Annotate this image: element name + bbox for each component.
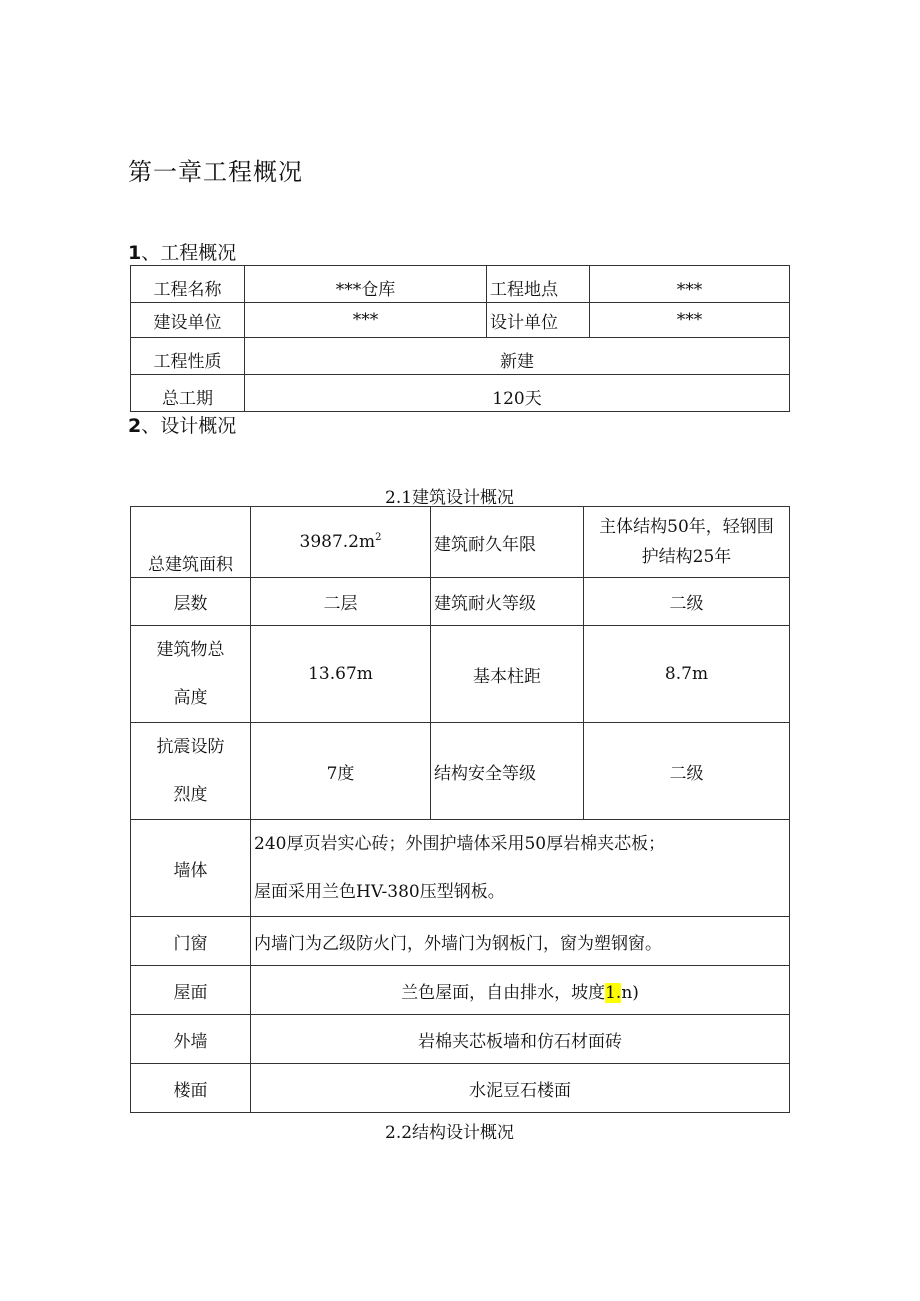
wall-label: 墙体 — [131, 820, 251, 917]
table-row — [131, 338, 790, 375]
safety-grade-label: 结构安全等级 — [431, 723, 584, 820]
durability-label: 建筑耐久年限 — [431, 507, 584, 578]
seismic-intensity-value: 7度 — [251, 723, 431, 820]
roof-value-text: 兰色屋面，自由排水，坡度 — [401, 982, 606, 1003]
fire-rating-value: 二级 — [584, 578, 790, 626]
floor-value: 水泥豆石楼面 — [251, 1064, 790, 1113]
designer-label: 设计单位 — [487, 303, 590, 338]
doors-windows-label: 门窗 — [131, 917, 251, 966]
chapter-title: 第一章工程概况 — [128, 158, 303, 186]
roof-value — [251, 966, 790, 1015]
section-1-heading — [128, 238, 236, 265]
building-height-value: 13.67m — [251, 626, 431, 723]
roof-label: 屋面 — [131, 966, 251, 1015]
section-2-heading — [128, 411, 236, 438]
project-name-value: ***仓库 — [245, 266, 487, 303]
wall-value — [251, 820, 790, 917]
table-row — [131, 303, 790, 338]
project-nature-value: 新建 — [245, 338, 790, 375]
building-height-label-line-2: 高度 — [173, 688, 208, 708]
floor-label: 楼面 — [131, 1064, 251, 1113]
building-height-label-line-1: 建筑物总 — [156, 640, 225, 660]
project-location-label: 工程地点 — [487, 266, 590, 303]
project-overview-table — [130, 265, 790, 412]
table-row — [131, 1015, 790, 1064]
section-2-separator: 、 — [141, 415, 161, 437]
roof-value-suffix: n) — [621, 982, 639, 1003]
project-location-value: *** — [590, 266, 790, 303]
exterior-wall-value: 岩棉夹芯板墙和仿石材面砖 — [251, 1015, 790, 1064]
section-2-number: 2 — [128, 415, 142, 437]
project-nature-label: 工程性质 — [131, 338, 245, 375]
exterior-wall-label: 外墙 — [131, 1015, 251, 1064]
wall-line-2: 屋面采用兰色HV-380压型钢板。 — [254, 882, 505, 902]
section-1-number: 1 — [128, 242, 142, 264]
table-row — [131, 266, 790, 303]
total-area-unit-exponent: 2 — [375, 532, 382, 543]
table-row — [131, 917, 790, 966]
durability-line-1: 主体结构50年，轻钢围 — [599, 517, 774, 537]
architectural-design-table — [130, 506, 790, 1113]
caption-structural-design: 2.2结构设计概况 — [385, 1123, 515, 1143]
section-2-title: 设计概况 — [160, 415, 237, 437]
total-area-label: 总建筑面积 — [131, 507, 251, 578]
project-name-label: 工程名称 — [131, 266, 245, 303]
table-row — [131, 966, 790, 1015]
durability-value — [584, 507, 790, 578]
building-height-label — [131, 626, 251, 723]
table-row — [131, 723, 790, 820]
roof-slope-highlight: 1. — [605, 982, 622, 1003]
seismic-label-line-2: 烈度 — [173, 785, 208, 805]
floors-label: 层数 — [131, 578, 251, 626]
wall-line-1: 240厚页岩实心砖；外围护墙体采用50厚岩棉夹芯板； — [254, 834, 666, 854]
safety-grade-value: 二级 — [584, 723, 790, 820]
total-duration-value: 120天 — [245, 375, 790, 412]
seismic-label-line-1: 抗震设防 — [156, 737, 225, 757]
total-area-value — [251, 507, 431, 578]
seismic-intensity-label — [131, 723, 251, 820]
section-1-separator: 、 — [141, 242, 161, 264]
section-1-title: 工程概况 — [160, 242, 237, 264]
owner-label: 建设单位 — [131, 303, 245, 338]
table-row — [131, 1064, 790, 1113]
table-row — [131, 578, 790, 626]
total-area-number: 3987.2m — [299, 532, 376, 552]
table-row — [131, 507, 790, 578]
table-row — [131, 820, 790, 917]
owner-value: *** — [245, 303, 487, 338]
column-spacing-label: 基本柱距 — [431, 626, 584, 723]
fire-rating-label: 建筑耐火等级 — [431, 578, 584, 626]
column-spacing-value: 8.7m — [584, 626, 790, 723]
durability-line-2: 护结构25年 — [641, 547, 732, 567]
table-row — [131, 626, 790, 723]
doors-windows-value: 内墙门为乙级防火门，外墙门为钢板门，窗为塑钢窗。 — [251, 917, 790, 966]
designer-value: *** — [590, 303, 790, 338]
caption-architectural-design: 2.1建筑设计概况 — [385, 488, 515, 508]
total-duration-label: 总工期 — [131, 375, 245, 412]
floors-value: 二层 — [251, 578, 431, 626]
table-row — [131, 375, 790, 412]
